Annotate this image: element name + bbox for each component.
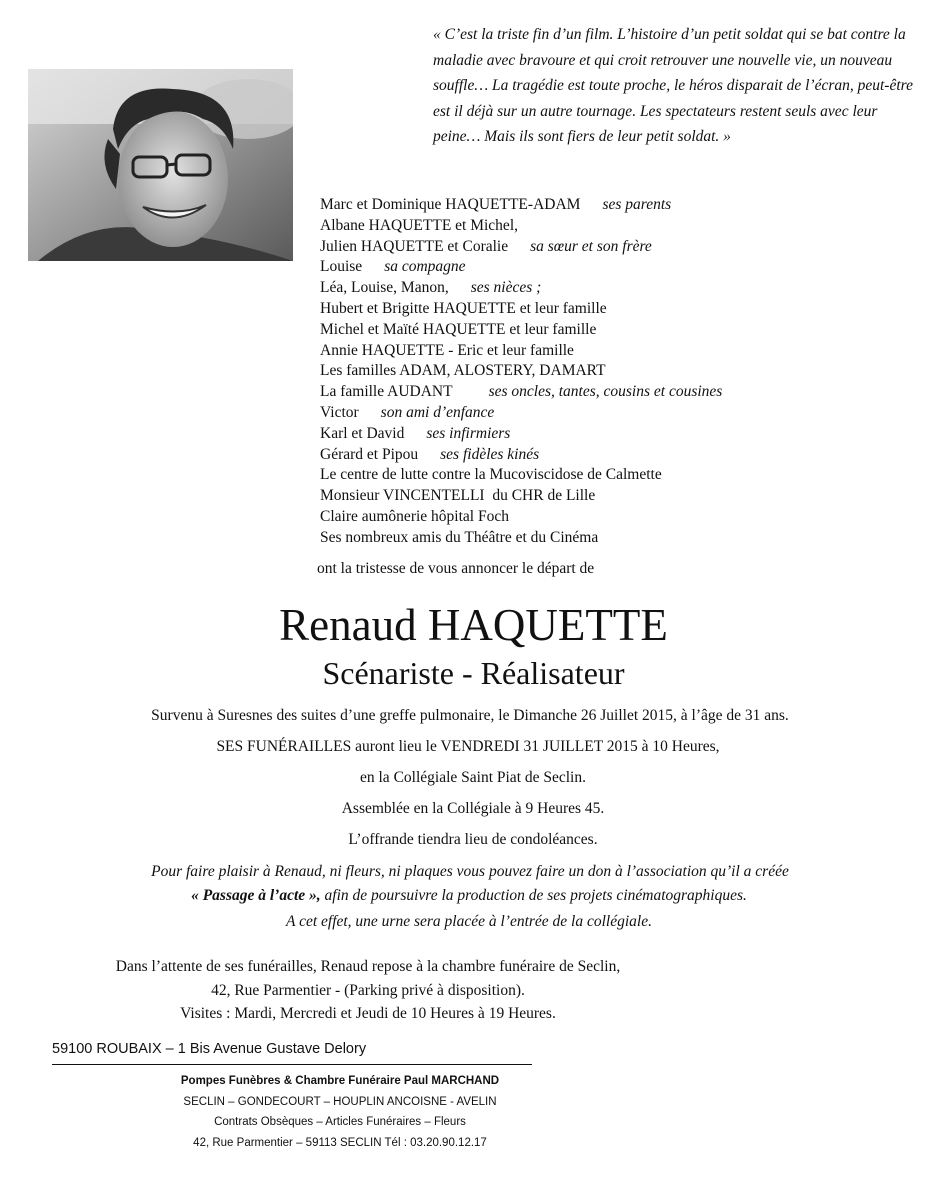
family-names: Les familles ADAM, ALOSTERY, DAMART [320, 362, 606, 380]
funeral-home-towns: SECLIN – GONDECOURT – HOUPLIN ANCOISNE - AVELIN [183, 1095, 497, 1108]
address-line: 59100 ROUBAIX – 1 Bis Avenue Gustave Delory [52, 1041, 367, 1057]
offering-note: L’offrande tiendra lieu de condoléances. [348, 831, 598, 848]
family-row [320, 216, 920, 237]
family-relation: ses fidèles kinés [440, 445, 540, 463]
portrait-photo [28, 69, 293, 261]
funeral-home-contact: 42, Rue Parmentier – 59113 SECLIN Tél : 03.20.90.12.17 [193, 1136, 487, 1149]
family-relation: sa sœur et son frère [530, 237, 652, 255]
family-row [320, 341, 920, 362]
family-names: Claire aumônerie hôpital Foch [320, 507, 509, 525]
divider [52, 1064, 532, 1065]
funeral-place: en la Collégiale Saint Piat de Seclin. [360, 769, 586, 786]
family-names: Hubert et Brigitte HAQUETTE et leur famille [320, 299, 607, 317]
family-relation: ses infirmiers [426, 424, 511, 442]
donation-line-2 [0, 886, 938, 906]
family-names: Ses nombreux amis du Théâtre et du Cinéma [320, 528, 599, 546]
family-names: Albane HAQUETTE et Michel, [320, 216, 518, 234]
family-names: Karl et David [320, 424, 405, 442]
rest-line-2: 42, Rue Parmentier - (Parking privé à disposition). [211, 981, 525, 999]
family-row [320, 195, 920, 216]
family-names: Louise [320, 258, 363, 276]
family-names: Michel et Maïté HAQUETTE et leur famille [320, 320, 597, 338]
family-names: Monsieur VINCENTELLI du CHR de Lille [320, 487, 596, 505]
family-row [320, 465, 920, 486]
family-relation: son ami d’enfance [380, 403, 495, 421]
family-row [320, 507, 920, 528]
family-names: Julien HAQUETTE et Coralie [320, 237, 509, 255]
funeral-home-footer [106, 1071, 574, 1153]
family-names: Gérard et Pipou [320, 445, 419, 463]
family-names: Victor [320, 403, 359, 421]
association-name: « Passage à l’acte », [191, 887, 321, 904]
family-row [320, 424, 920, 445]
family-row [320, 382, 920, 403]
family-relation: ses parents [602, 196, 672, 213]
funeral-home-name: Pompes Funèbres & Chambre Funéraire Paul MARCHAND [180, 1075, 500, 1087]
death-details: Survenu à Suresnes des suites d’une greffe pulmonaire, le Dimanche 26 Juillet 2015, à l’âge de 31 ans. [151, 707, 789, 724]
family-names: Marc et Dominique HAQUETTE-ADAM [320, 196, 581, 213]
family-row [320, 403, 920, 424]
donation-line-3: A cet effet, une urne sera placée à l’entrée de la collégiale. [286, 913, 652, 930]
rest-line-3: Visites : Mardi, Mercredi et Jeudi de 10 Heures à 19 Heures. [180, 1005, 556, 1023]
family-relation: ses oncles, tantes, cousins et cousines [488, 383, 723, 401]
family-names: La famille AUDANT [320, 383, 453, 401]
funeral-details: SES FUNÉRAILLES auront lieu le VENDREDI 31 JUILLET 2015 à 10 Heures, [216, 738, 720, 755]
funeral-home-services: Contrats Obsèques – Articles Funéraires – Fleurs [214, 1116, 466, 1128]
deceased-profession: Scénariste - Réalisateur [322, 655, 625, 691]
family-row [320, 486, 920, 507]
family-names: Annie HAQUETTE - Eric et leur famille [320, 341, 574, 359]
donation-purpose: afin de poursuivre la production de ses projets cinématographiques. [320, 887, 747, 904]
memorial-quote: « C’est la triste fin d’un film. L’histoire d’un petit soldat qui se bat contre la maladie avec bravoure et qui croit retrouver une nouvelle vie, un nouveau souffle… La tragédie est toute proche, le héros disparait de l’écran, peut-être est il déjà sur un autre tournage. Les spectateurs restent seuls avec leur peine… Mais ils sont fiers de leur petit soldat. » [433, 26, 913, 146]
family-row [320, 445, 920, 466]
family-names: Léa, Louise, Manon, [320, 279, 449, 297]
family-row [320, 299, 920, 320]
deceased-name: Renaud HAQUETTE [279, 600, 668, 650]
family-row [320, 361, 920, 382]
rest-line-1: Dans l’attente de ses funérailles, Renaud repose à la chambre funéraire de Seclin, [115, 958, 621, 975]
family-row [320, 237, 920, 258]
rest-info [0, 955, 736, 1026]
family-relation: sa compagne [384, 258, 466, 276]
family-row [320, 528, 920, 549]
family-row [320, 257, 920, 278]
announcement: ont la tristesse de vous annoncer le départ de [317, 560, 595, 577]
family-list [320, 195, 920, 549]
donation-line-1: Pour faire plaisir à Renaud, ni fleurs, ni plaques vous pouvez faire un don à l’association qu’il a créée [151, 863, 789, 880]
family-row [320, 320, 920, 341]
family-row [320, 278, 920, 299]
family-names: Le centre de lutte contre la Mucoviscidose de Calmette [320, 466, 662, 484]
assembly-time: Assemblée en la Collégiale à 9 Heures 45. [341, 800, 605, 817]
family-relation: ses nièces ; [470, 279, 542, 297]
